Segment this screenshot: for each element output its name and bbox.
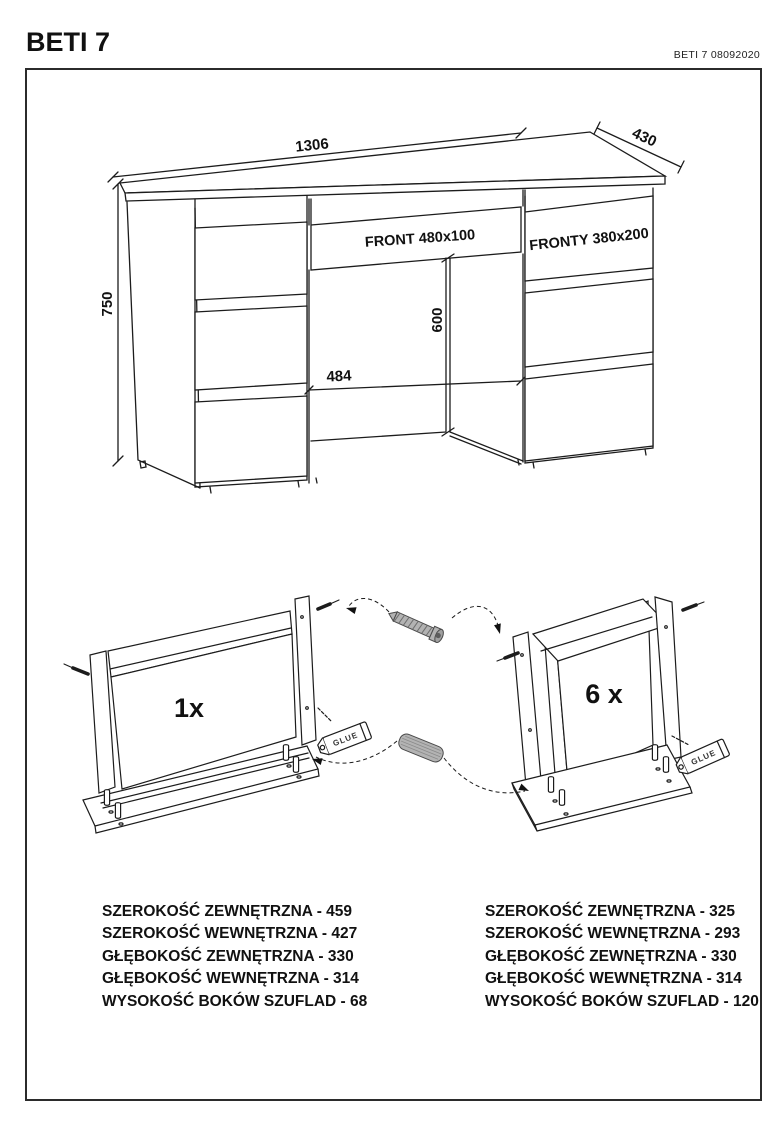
side-fronts-label: FRONTY 380x200: [528, 225, 650, 255]
dim-opening-width-label: 484: [326, 367, 352, 386]
arrow-icon: [494, 623, 503, 634]
arrow-icon: [345, 605, 356, 614]
screw-icon: [683, 602, 704, 610]
dimension-height: [113, 179, 123, 466]
side-panel-exploded: [295, 596, 316, 745]
quantity-left-label: 1x: [173, 693, 205, 723]
spec-line: GŁĘBOKOŚĆ WEWNĘTRZNA - 314: [102, 970, 359, 988]
dim-depth-label: 430: [629, 124, 660, 151]
spec-line: WYSOKOŚĆ BOKÓW SZUFLAD - 120: [485, 992, 759, 1010]
dowel-icon: [397, 732, 446, 764]
left-pedestal: [195, 196, 307, 493]
spec-line: GŁĘBOKOŚĆ ZEWNĘTRZNA - 330: [485, 947, 737, 965]
quantity-right-label: 6 x: [585, 679, 623, 709]
spec-line: SZEROKOŚĆ ZEWNĘTRZNA - 459: [102, 903, 353, 920]
glue-tube-icon: [316, 721, 372, 757]
center-drawer: [309, 190, 525, 270]
svg-text:GLUE: GLUE: [689, 748, 718, 767]
spec-line: GŁĘBOKOŚĆ ZEWNĘTRZNA - 330: [102, 947, 354, 965]
hardware-callouts: [311, 598, 530, 794]
spec-line: GŁĘBOKOŚĆ WEWNĘTRZNA - 314: [485, 970, 742, 988]
desk-drawing: [99, 122, 684, 493]
spec-line: WYSOKOŚĆ BOKÓW SZUFLAD - 68: [102, 992, 368, 1010]
drawer-specs-left: [102, 901, 432, 1013]
screw-icon: [318, 600, 339, 609]
glue-tube-icon: [674, 739, 730, 777]
confirmat-screw-icon: [386, 607, 445, 644]
dim-opening-height-label: 600: [429, 307, 446, 333]
dim-height-label: 750: [99, 291, 116, 317]
desk-side-panel: [127, 202, 200, 488]
page-title: BETI 7: [26, 27, 111, 57]
guide-dowel-right: [444, 758, 525, 793]
right-stile-exploded: [655, 597, 681, 760]
drawer-assembly-left: [64, 596, 372, 833]
spec-line: SZEROKOŚĆ WEWNĘTRZNA - 293: [485, 925, 741, 943]
center-front-label: FRONT 480x100: [364, 227, 476, 251]
spec-line: SZEROKOŚĆ WEWNĘTRZNA - 427: [102, 925, 358, 943]
spec-line: SZEROKOŚĆ ZEWNĘTRZNA - 325: [485, 903, 736, 920]
drawer-assembly-right: [497, 597, 730, 831]
screw-icon: [64, 664, 88, 674]
doc-reference: BETI 7 08092020: [673, 49, 760, 61]
svg-text:GLUE: GLUE: [331, 730, 360, 749]
drawer-specs-right: [485, 901, 780, 1013]
guide-screw-right: [452, 606, 499, 630]
dim-width-label: 1306: [294, 135, 330, 156]
desk-top: [120, 132, 665, 201]
